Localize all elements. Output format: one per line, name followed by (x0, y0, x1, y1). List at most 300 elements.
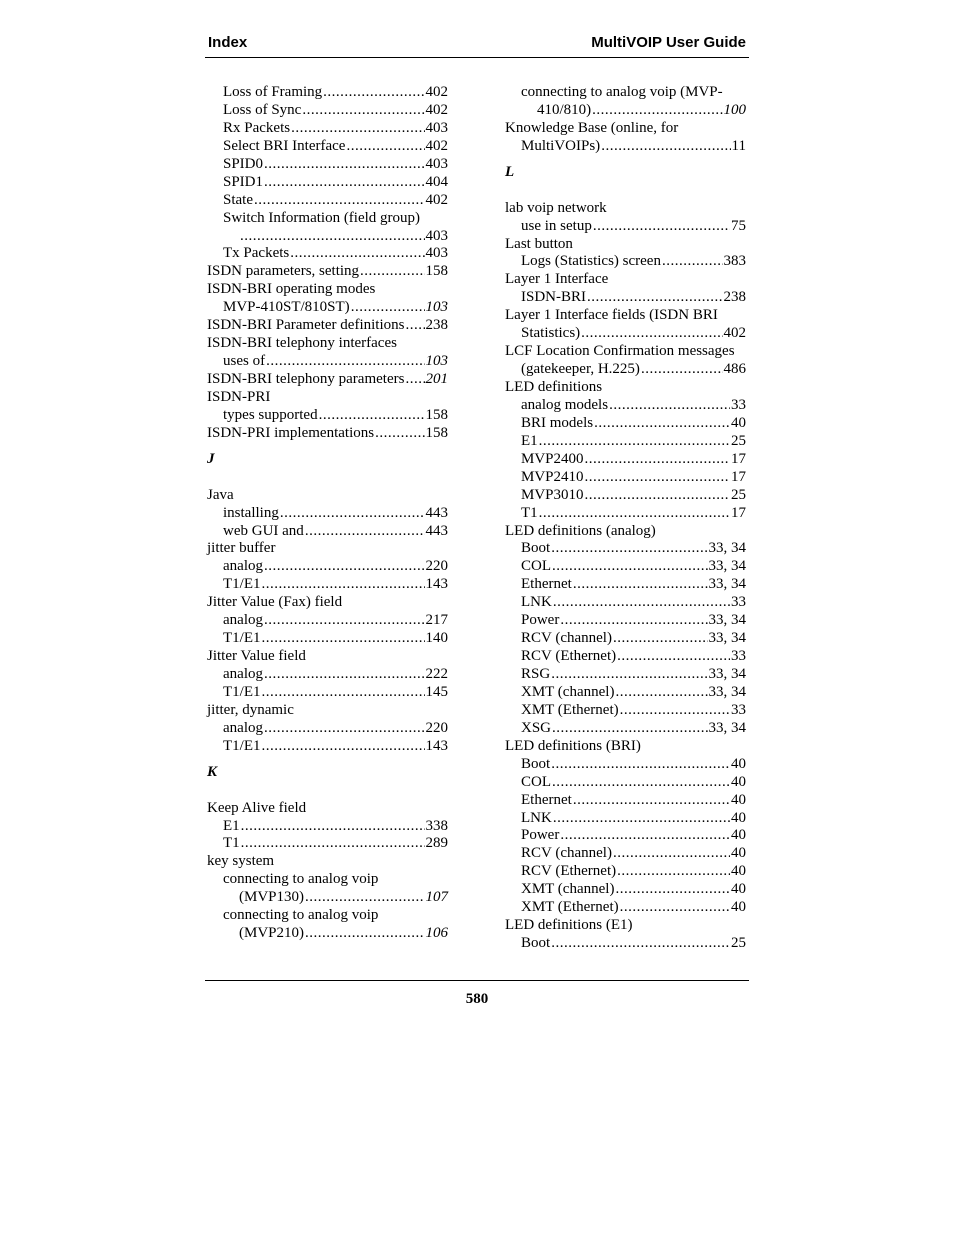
index-term: LCF Location Confirmation messages (505, 343, 735, 360)
index-entry (505, 702, 746, 720)
index-page-ref: 402 (425, 191, 448, 208)
index-column-right (505, 84, 746, 953)
index-entry (207, 228, 448, 246)
index-entry (207, 245, 448, 263)
index-term: LNK (521, 809, 552, 826)
index-entry (505, 756, 746, 774)
index-term: 410/810) (537, 101, 592, 118)
dot-leader (305, 925, 424, 943)
index-term: Ethernet (521, 791, 572, 808)
index-term: E1 (521, 432, 538, 449)
index-entry (505, 253, 746, 271)
index-page-ref: 402 (425, 84, 448, 100)
dot-leader (617, 648, 730, 666)
index-page-ref: 33, 34 (708, 666, 746, 683)
index-page-ref: 100 (723, 101, 746, 118)
index-page-ref: 103 (425, 353, 448, 370)
index-term: XMT (channel) (521, 881, 615, 898)
index-term: analog (223, 558, 263, 575)
index-page-ref: 404 (425, 173, 448, 190)
index-entry (505, 102, 746, 120)
index-term: analog (223, 612, 263, 629)
dot-leader (594, 415, 730, 433)
index-entry (505, 540, 746, 558)
index-entry (505, 379, 746, 397)
index-entry (207, 174, 448, 192)
dot-leader (262, 738, 425, 756)
dot-leader (264, 612, 425, 630)
index-term: XSG (521, 719, 552, 736)
dot-leader (560, 612, 707, 630)
index-entry (207, 407, 448, 425)
index-entry (207, 156, 448, 174)
index-entry (207, 720, 448, 738)
page-number: 580 (465, 991, 489, 1007)
dot-leader (615, 684, 707, 702)
index-entry (207, 576, 448, 594)
index-term: ISDN-BRI Parameter definitions (207, 317, 405, 334)
dot-leader (620, 899, 730, 917)
index-term: (MVP130) (239, 889, 305, 906)
index-term: Boot (521, 755, 551, 772)
index-term: MultiVOIPs) (521, 137, 601, 154)
index-term: Tx Packets (223, 245, 290, 262)
index-entry (505, 469, 746, 487)
index-page-ref: 40 (731, 845, 746, 862)
dot-leader (539, 433, 730, 451)
index-page-ref: 103 (425, 299, 448, 316)
index-term: use in setup (521, 217, 592, 234)
index-entry (505, 810, 746, 828)
dot-leader (375, 425, 424, 443)
index-entry (505, 630, 746, 648)
index-term: analog (223, 666, 263, 683)
index-term: Layer 1 Interface (505, 271, 609, 288)
index-page-ref: 201 (425, 371, 448, 387)
index-term: MVP-410ST/810ST) (223, 299, 350, 316)
index-term: Rx Packets (223, 119, 291, 136)
index-entry (505, 684, 746, 702)
index-page-ref: 222 (425, 666, 448, 683)
index-term: COL (521, 558, 551, 575)
index-term: ISDN parameters, setting (207, 263, 360, 280)
index-term: analog models (521, 396, 609, 413)
dot-leader (302, 102, 424, 120)
index-page-ref: 158 (425, 424, 448, 441)
index-term: MVP2400 (521, 450, 584, 467)
index-entry (207, 818, 448, 836)
index-entry (505, 84, 746, 102)
dot-leader (585, 487, 730, 505)
index-term: LED definitions (analog) (505, 522, 656, 539)
index-term: T1 (223, 835, 240, 852)
index-entry (505, 863, 746, 881)
index-page-ref: 33, 34 (708, 719, 746, 736)
index-page-ref: 143 (425, 576, 448, 593)
index-term: web GUI and (223, 522, 304, 539)
index-entry (505, 397, 746, 415)
index-entry (505, 558, 746, 576)
index-entry (505, 433, 746, 451)
index-term: T1/E1 (223, 576, 261, 593)
header-book-title: MultiVOIP User Guide (591, 34, 746, 51)
index-entry (505, 487, 746, 505)
index-entry (207, 871, 448, 889)
index-term: uses of (223, 353, 266, 370)
index-term: (MVP210) (239, 925, 305, 942)
index-term: MVP2410 (521, 468, 584, 485)
index-entry (207, 702, 448, 720)
index-entry (505, 576, 746, 594)
index-entry (207, 353, 448, 371)
index-term: MVP3010 (521, 486, 584, 503)
index-letter: L (505, 163, 515, 180)
index-entry (505, 218, 746, 236)
index-term: RCV (channel) (521, 630, 612, 647)
dot-leader (581, 325, 722, 343)
dot-leader (254, 192, 425, 210)
index-entry (207, 648, 448, 666)
index-entry (505, 138, 746, 156)
header-rule (205, 57, 749, 58)
dot-leader (551, 756, 730, 774)
index-term: Loss of Sync (223, 101, 302, 118)
index-page-ref: 403 (425, 227, 448, 244)
header-section-title: Index (208, 34, 248, 51)
index-entry (505, 343, 746, 361)
index-term: XMT (Ethernet) (521, 701, 619, 718)
index-entry (207, 263, 448, 281)
index-page-ref: 33, 34 (708, 683, 746, 700)
index-page-ref: 403 (425, 155, 448, 172)
index-entry (207, 425, 448, 443)
index-page-ref: 25 (731, 486, 746, 503)
index-page-ref: 33, 34 (708, 540, 746, 557)
dot-leader (553, 810, 730, 828)
index-entry (207, 505, 448, 523)
index-page-ref: 238 (723, 289, 746, 306)
index-entry (207, 389, 448, 407)
index-term: RCV (channel) (521, 845, 612, 862)
index-column-left (207, 84, 448, 943)
dot-leader (346, 138, 424, 156)
index-page-ref: 40 (731, 414, 746, 431)
index-entry (207, 738, 448, 756)
index-page-ref: 238 (425, 317, 448, 334)
index-entry (207, 594, 448, 612)
index-term: connecting to analog voip (MVP- (521, 84, 723, 100)
index-term: LED definitions (505, 379, 603, 396)
index-entry (505, 289, 746, 307)
index-entry (207, 907, 448, 925)
index-page-ref: 383 (723, 253, 746, 270)
dot-leader (573, 792, 730, 810)
index-page-ref: 143 (425, 737, 448, 754)
dot-leader (264, 558, 425, 576)
dot-leader (280, 505, 425, 523)
index-page-ref: 33, 34 (708, 630, 746, 647)
index-term: Jitter Value field (207, 648, 306, 665)
index-term: Power (521, 612, 560, 629)
index-term: T1/E1 (223, 630, 261, 647)
index-page-ref: 33 (731, 396, 746, 413)
dot-leader (592, 102, 722, 120)
index-page-ref: 11 (731, 137, 746, 154)
index-entry (505, 361, 746, 379)
index-page-ref: 402 (723, 325, 746, 342)
index-entry (505, 307, 746, 325)
dot-leader (262, 684, 425, 702)
index-term: ISDN-BRI (521, 289, 587, 306)
index-page-ref: 443 (425, 522, 448, 539)
index-entry (207, 630, 448, 648)
index-page-ref: 25 (731, 432, 746, 449)
index-entry (505, 720, 746, 738)
index-page-ref: 220 (425, 719, 448, 736)
dot-leader (291, 120, 424, 138)
index-page-ref: 33 (731, 648, 746, 665)
index-page-ref: 25 (731, 935, 746, 952)
index-term: T1 (521, 504, 538, 521)
index-entry (207, 192, 448, 210)
dot-leader (351, 299, 425, 317)
index-entry (207, 889, 448, 907)
index-term: Layer 1 Interface fields (ISDN BRI (505, 307, 718, 324)
index-term: LED definitions (BRI) (505, 737, 641, 754)
index-entry (505, 899, 746, 917)
dot-leader (601, 138, 730, 156)
index-term: jitter, dynamic (207, 701, 294, 718)
index-entry (207, 540, 448, 558)
dot-leader (552, 558, 708, 576)
dot-leader (609, 397, 730, 415)
index-entry (505, 666, 746, 684)
dot-leader (262, 576, 425, 594)
index-page-ref: 140 (425, 630, 448, 647)
index-entry (505, 881, 746, 899)
index-term: Select BRI Interface (223, 137, 346, 154)
index-page-ref: 403 (425, 119, 448, 136)
index-page-ref: 40 (731, 755, 746, 772)
dot-leader (539, 505, 730, 523)
dot-leader (319, 407, 425, 425)
index-term: types supported (223, 406, 318, 423)
index-term: ISDN-PRI (207, 388, 271, 405)
index-page-ref: 486 (723, 361, 746, 378)
dot-leader (290, 245, 424, 263)
footer-rule (205, 980, 749, 981)
index-term: jitter buffer (207, 540, 276, 557)
index-entry (207, 138, 448, 156)
index-term: Logs (Statistics) screen (521, 253, 661, 270)
index-page-ref: 40 (731, 827, 746, 844)
index-term: Statistics) (521, 325, 581, 342)
index-term: analog (223, 719, 263, 736)
index-page-ref: 33 (731, 594, 746, 611)
index-term: ISDN-BRI telephony parameters (207, 371, 405, 387)
index-entry (207, 684, 448, 702)
index-entry (207, 84, 448, 102)
dot-leader (241, 835, 425, 853)
index-term: E1 (223, 817, 240, 834)
index-term: ISDN-BRI telephony interfaces (207, 335, 397, 352)
index-page-ref: 40 (731, 863, 746, 880)
index-page-ref: 403 (425, 245, 448, 262)
dot-leader (615, 881, 730, 899)
index-page-ref: 33 (731, 701, 746, 718)
index-letter-heading (207, 451, 448, 487)
index-term: Boot (521, 540, 551, 557)
index-letter-heading (207, 764, 448, 800)
dot-leader (613, 630, 708, 648)
index-entry (505, 594, 746, 612)
index-entry (207, 120, 448, 138)
index-entry (505, 523, 746, 541)
index-entry (207, 800, 448, 818)
index-term: Loss of Framing (223, 84, 323, 100)
index-term: (gatekeeper, H.225) (521, 361, 640, 378)
index-term: SPID0 (223, 155, 264, 172)
index-term: ISDN-PRI implementations (207, 424, 375, 441)
dot-leader (405, 371, 424, 389)
index-entry (505, 738, 746, 756)
index-term: XMT (Ethernet) (521, 899, 619, 916)
index-entry (505, 917, 746, 935)
index-page-ref: 145 (425, 683, 448, 700)
index-entry (207, 335, 448, 353)
index-term: Switch Information (field group) (223, 209, 421, 226)
index-entry (505, 505, 746, 523)
index-page-ref: 33, 34 (708, 576, 746, 593)
index-entry (505, 120, 746, 138)
index-entry (207, 299, 448, 317)
index-page-ref: 40 (731, 881, 746, 898)
dot-leader (240, 228, 425, 246)
index-entry (207, 523, 448, 541)
dot-leader (613, 845, 730, 863)
dot-leader (405, 317, 424, 335)
index-page-ref: 107 (425, 889, 448, 906)
dot-leader (264, 174, 424, 192)
index-term: State (223, 191, 253, 208)
index-term: RCV (Ethernet) (521, 863, 617, 880)
index-letter: J (207, 450, 215, 467)
dot-leader (323, 84, 424, 102)
index-entry (207, 853, 448, 871)
index-term: Last button (505, 235, 573, 252)
dot-leader (262, 630, 425, 648)
dot-leader (573, 576, 708, 594)
dot-leader (264, 666, 425, 684)
index-term: T1/E1 (223, 737, 261, 754)
index-term: Boot (521, 935, 551, 952)
index-entry (505, 200, 746, 218)
dot-leader (241, 818, 425, 836)
index-term: LED definitions (E1) (505, 917, 633, 934)
dot-leader (641, 361, 723, 379)
index-term: ISDN-BRI operating modes (207, 281, 376, 298)
dot-leader (593, 218, 730, 236)
index-page-ref: 17 (731, 468, 746, 485)
index-page-ref: 402 (425, 137, 448, 154)
dot-leader (266, 353, 424, 371)
index-entry (505, 415, 746, 433)
index-page-ref: 17 (731, 504, 746, 521)
dot-leader (360, 263, 424, 281)
index-term: T1/E1 (223, 683, 261, 700)
dot-leader (551, 540, 707, 558)
index-entry (505, 827, 746, 845)
index-page-ref: 338 (425, 817, 448, 834)
dot-leader (585, 469, 730, 487)
index-term: COL (521, 773, 551, 790)
index-term: RSG (521, 666, 551, 683)
index-page-ref: 33, 34 (708, 558, 746, 575)
dot-leader (551, 935, 730, 953)
index-entry (505, 792, 746, 810)
index-page-ref: 443 (425, 504, 448, 521)
index-entry (505, 935, 746, 953)
index-entry (505, 774, 746, 792)
index-entry (505, 325, 746, 343)
index-page-ref: 40 (731, 809, 746, 826)
index-term: installing (223, 504, 279, 521)
index-entry (505, 648, 746, 666)
index-term: Java (207, 486, 234, 503)
dot-leader (585, 451, 730, 469)
index-page-ref: 402 (425, 101, 448, 118)
index-term: key system (207, 853, 275, 870)
index-page-ref: 40 (731, 899, 746, 916)
index-entry (207, 371, 448, 389)
dot-leader (305, 523, 425, 541)
index-entry (207, 925, 448, 943)
index-term: Ethernet (521, 576, 572, 593)
index-term: RCV (Ethernet) (521, 648, 617, 665)
index-page-ref: 158 (425, 263, 448, 280)
index-page-ref: 158 (425, 406, 448, 423)
index-entry (207, 558, 448, 576)
index-page-ref: 106 (425, 925, 448, 942)
index-term: connecting to analog voip (223, 907, 379, 924)
index-entry (207, 835, 448, 853)
index-term: lab voip network (505, 199, 607, 216)
dot-leader (553, 594, 730, 612)
index-letter: K (207, 763, 218, 780)
index-entry (207, 317, 448, 335)
index-letter-heading (505, 164, 746, 200)
dot-leader (552, 720, 707, 738)
index-entry (505, 271, 746, 289)
index-page-ref: 217 (425, 612, 448, 629)
index-entry (505, 845, 746, 863)
index-term: SPID1 (223, 173, 264, 190)
index-term: Keep Alive field (207, 799, 307, 816)
index-page-ref: 40 (731, 773, 746, 790)
page-header (207, 33, 747, 53)
index-entry (505, 451, 746, 469)
index-term: connecting to analog voip (223, 871, 379, 888)
dot-leader (551, 666, 707, 684)
index-entry (207, 666, 448, 684)
index-page-ref: 75 (731, 217, 746, 234)
index-page-ref: 289 (425, 835, 448, 852)
index-entry (207, 612, 448, 630)
index-term: Power (521, 827, 560, 844)
index-term: Knowledge Base (online, for (505, 119, 679, 136)
dot-leader (587, 289, 722, 307)
dot-leader (552, 774, 730, 792)
